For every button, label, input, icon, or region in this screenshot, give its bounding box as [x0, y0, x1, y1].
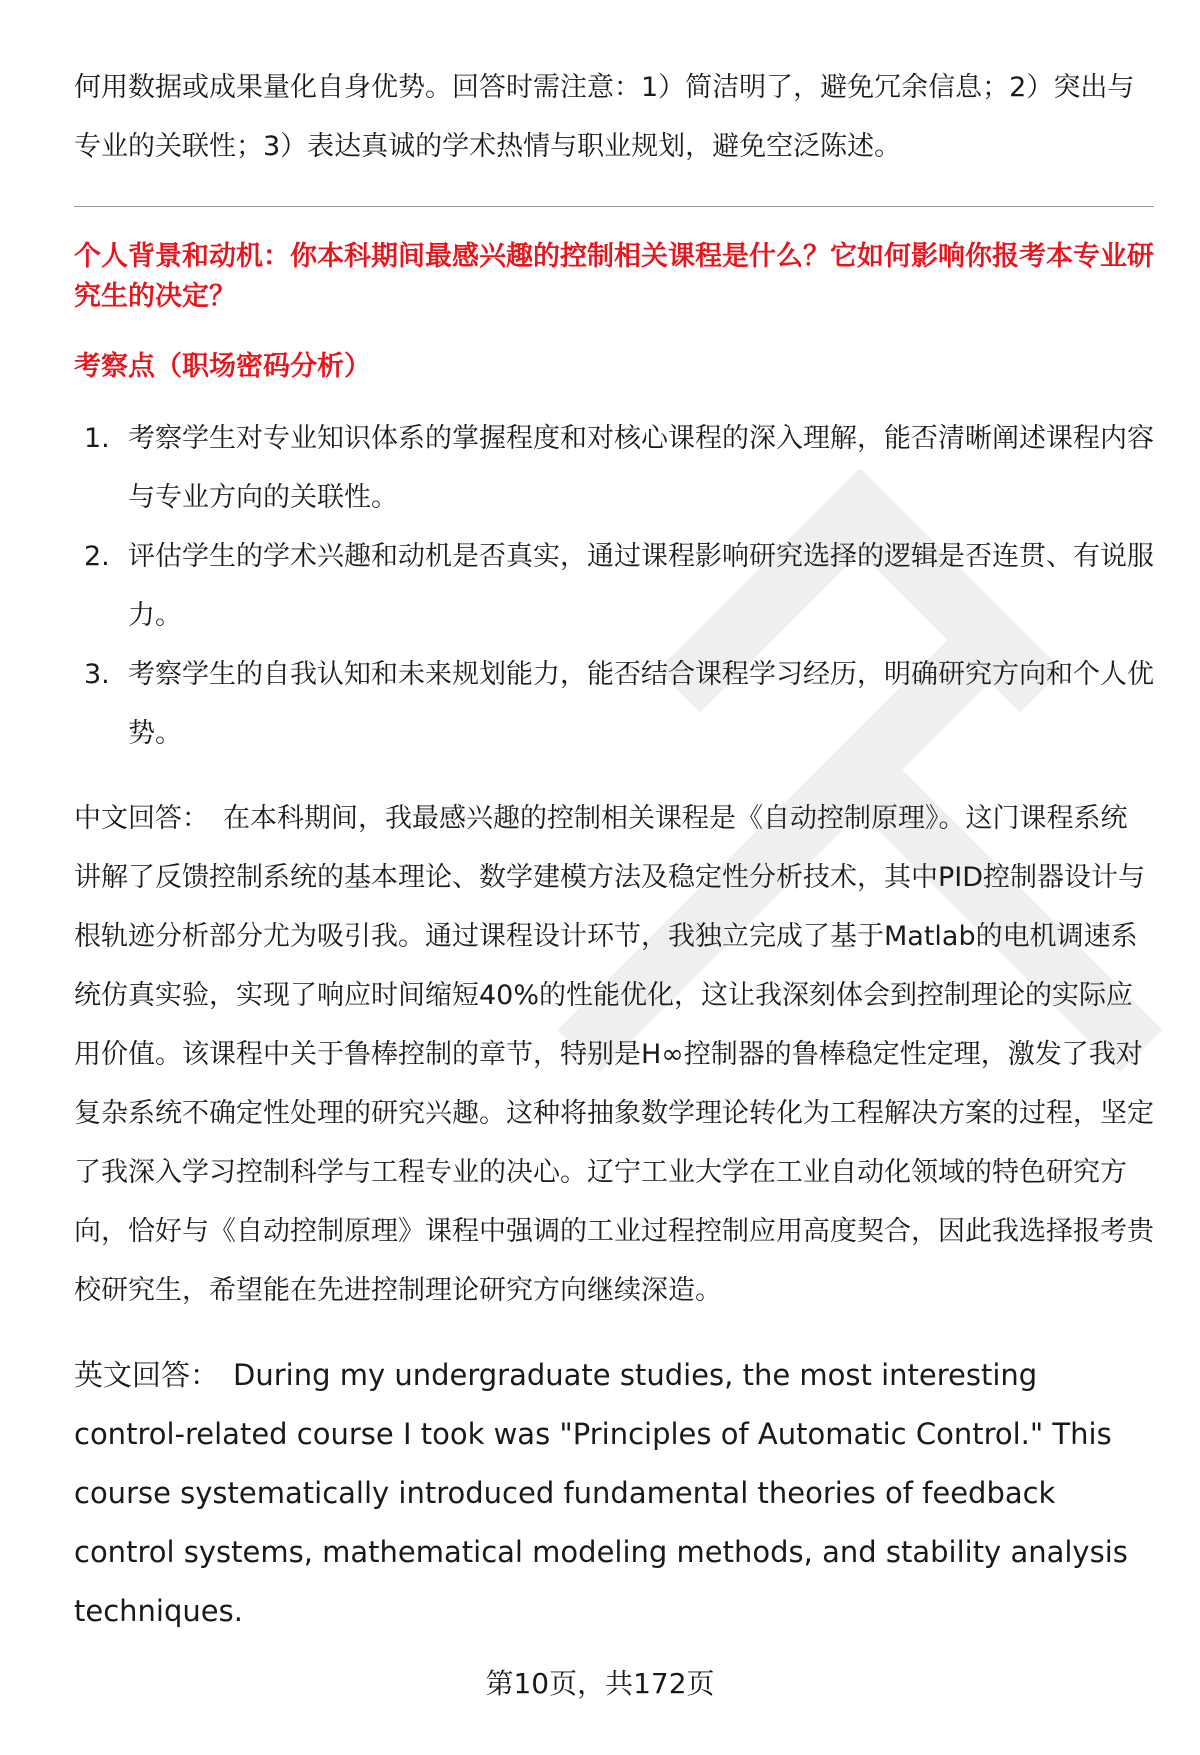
english-answer-text: During my undergraduate studies, the most interesting control-related course I took was "Principles of Automatic Control." This course systematically introduced fundamental theories of feedback control systems, mathematical modeling methods, and stability analysis techniques.: [74, 1358, 1128, 1628]
section-heading: 考察点（职场密码分析）: [74, 351, 371, 382]
list-item: [74, 409, 1154, 527]
section-divider: [74, 206, 1154, 207]
chinese-answer-label: 中文回答：: [74, 803, 209, 834]
list-item-number: 2.: [84, 541, 110, 572]
assessment-points-list: [74, 409, 1154, 763]
english-answer-label: 英文回答：: [74, 1358, 220, 1392]
list-item-number: 3.: [84, 659, 110, 690]
document-page: [74, 58, 1154, 1641]
chinese-answer-text: 在本科期间，我最感兴趣的控制相关课程是《自动控制原理》。这门课程系统讲解了反馈控制系统的基本理论、数学建模方法及稳定性分析技术，其中PID控制器设计与根轨迹分析部分尤为吸引我。通过课程设计环节，我独立完成了基于Matlab的电机调速系统仿真实验，实现了响应时间缩短40%的性能优化，这让我深刻体会到控制理论的实际应用价值。该课程中关于鲁棒控制的章节，特别是H∞控制器的鲁棒稳定性定理，激发了我对复杂系统不确定性处理的研究兴趣。这种将抽象数学理论转化为工程解决方案的过程，坚定了我深入学习控制科学与工程专业的决心。辽宁工业大学在工业自动化领域的特色研究方向，恰好与《自动控制原理》课程中强调的工业过程控制应用高度契合，因此我选择报考贵校研究生，希望能在先进控制理论研究方向继续深造。: [74, 803, 1154, 1306]
intro-paragraph: 何用数据或成果量化自身优势。回答时需注意：1）简洁明了，避免冗余信息；2）突出与专业的关联性；3）表达真诚的学术热情与职业规划，避免空泛陈述。: [74, 72, 1135, 162]
english-answer: [74, 1346, 1154, 1641]
list-item: [74, 645, 1154, 763]
page-number-footer: 第10页，共172页: [485, 1667, 715, 1700]
list-item-text: 考察学生对专业知识体系的掌握程度和对核心课程的深入理解，能否清晰阐述课程内容与专业方向的关联性。: [128, 423, 1154, 513]
chinese-answer: [74, 789, 1154, 1320]
list-item-number: 1.: [84, 423, 110, 454]
question-heading: 个人背景和动机：你本科期间最感兴趣的控制相关课程是什么？它如何影响你报考本专业研究生的决定？: [74, 241, 1154, 312]
list-item-text: 考察学生的自我认知和未来规划能力，能否结合课程学习经历，明确研究方向和个人优势。: [128, 659, 1154, 749]
list-item-text: 评估学生的学术兴趣和动机是否真实，通过课程影响研究选择的逻辑是否连贯、有说服力。: [128, 541, 1154, 631]
list-item: [74, 527, 1154, 645]
